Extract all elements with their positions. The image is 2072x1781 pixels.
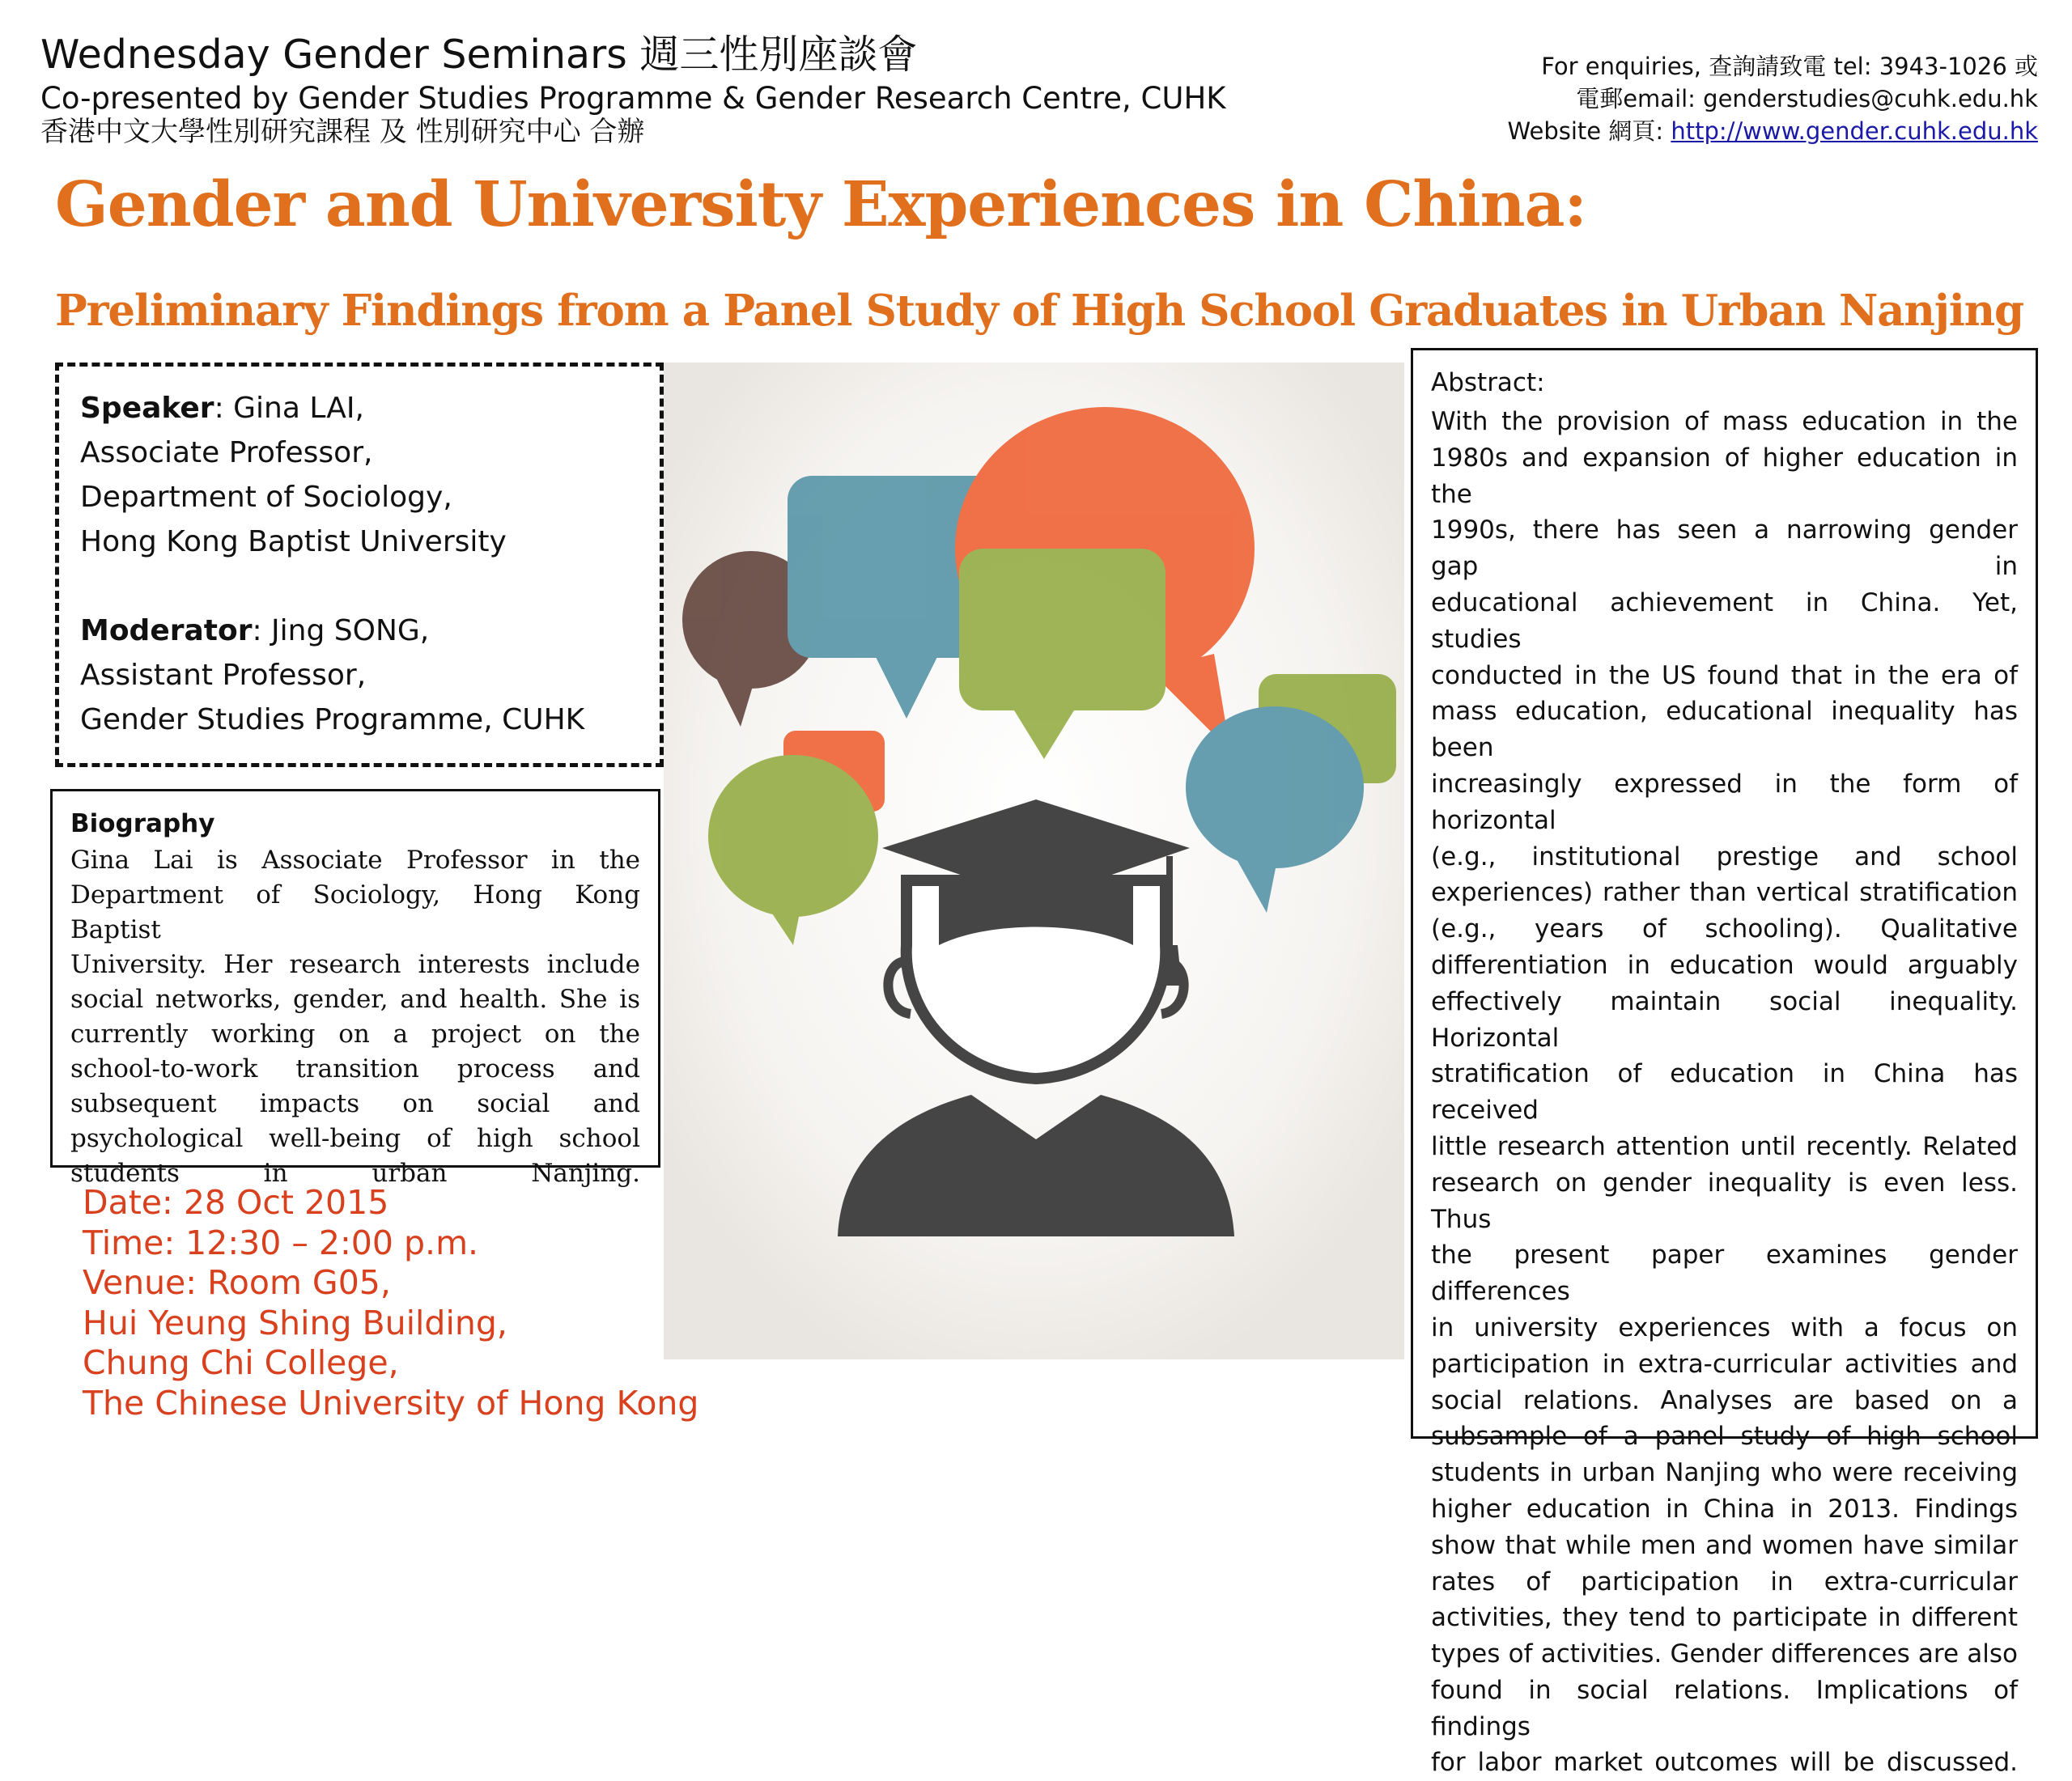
abstract-line: in university experiences with a focus on xyxy=(1431,1312,2018,1342)
abstract-line: effectively maintain social inequality. Horizontal xyxy=(1431,986,2018,1053)
abstract-text xyxy=(1431,404,2018,1781)
biography-line: subsequent impacts on social and xyxy=(70,1089,640,1118)
abstract-line: educational achievement in China. Yet, studies xyxy=(1431,587,2018,654)
enquiry-email: 電郵email: genderstudies@cuhk.edu.hk xyxy=(1576,85,2038,112)
event-date: Date: 28 Oct 2015 xyxy=(83,1183,389,1222)
enquiry-phone: For enquiries, 查詢請致電 tel: 3943-1026 或 xyxy=(1541,53,2038,80)
event-info xyxy=(83,1183,698,1423)
moderator-label: Moderator xyxy=(80,614,253,647)
abstract-line: stratification of education in China has received xyxy=(1431,1059,2018,1126)
abstract-line: activities, they tend to participate in different xyxy=(1431,1603,2018,1633)
biography-line: currently working on a project on the xyxy=(70,1020,640,1049)
copresented-line: Co-presented by Gender Studies Programme & Gender Research Centre, CUHK xyxy=(40,81,1226,116)
moderator-detail: Assistant Professor, xyxy=(80,659,367,692)
abstract-box xyxy=(1411,348,2038,1778)
abstract-line: conducted in the US found that in the era of xyxy=(1431,660,2018,690)
copresented-line-zh: 香港中文大學性別研究課程 及 性別研究中心 合辦 xyxy=(40,116,645,148)
moderator-detail: Gender Studies Programme, CUHK xyxy=(80,703,585,736)
event-venue-college: Chung Chi College, xyxy=(83,1343,399,1382)
moderator-line xyxy=(80,609,639,653)
abstract-line: increasingly expressed in the form of horizontal xyxy=(1431,769,2018,835)
website-link[interactable]: http://www.gender.cuhk.edu.hk xyxy=(1671,117,2038,145)
speaker-detail: Associate Professor, xyxy=(80,436,373,469)
biography-line: students in urban Nanjing. xyxy=(70,1159,640,1188)
abstract-line: 1980s and expansion of higher education in the xyxy=(1431,443,2018,509)
event-venue-university: The Chinese University of Hong Kong xyxy=(83,1383,699,1423)
abstract-line: show that while men and women have similar xyxy=(1431,1530,2018,1560)
biography-heading: Biography xyxy=(70,809,215,838)
speaker-detail: Hong Kong Baptist University xyxy=(80,525,507,558)
page-subtitle: Preliminary Findings from a Panel Study of High School Graduates in Urban Nanjing xyxy=(55,286,2023,336)
abstract-line: With the provision of mass education in the xyxy=(1431,407,2018,436)
event-venue: Venue: Room G05, xyxy=(83,1263,391,1302)
enquiry-block xyxy=(1310,50,2038,147)
biography-line: University. Her research interests include xyxy=(70,950,640,979)
abstract-line: (e.g., institutional prestige and school xyxy=(1431,842,2018,871)
abstract-line: higher education in China in 2013. Findings xyxy=(1431,1494,2018,1524)
biography-line: school-to-work transition process and xyxy=(70,1054,640,1083)
abstract-line: participation in extra-curricular activities and xyxy=(1431,1349,2018,1379)
speaker-name: : Gina LAI, xyxy=(214,392,364,425)
event-time: Time: 12:30 – 2:00 p.m. xyxy=(83,1223,479,1262)
abstract-line: rates of participation in extra-curricular xyxy=(1431,1567,2018,1597)
page-title: Gender and University Experiences in China: xyxy=(55,168,1586,241)
abstract-line: little research attention until recently. Related xyxy=(1431,1131,2018,1161)
enquiry-website xyxy=(1310,115,2038,147)
speaker-line xyxy=(80,386,639,430)
biography-text xyxy=(70,843,640,1191)
biography-line: Gina Lai is Associate Professor in the xyxy=(70,846,640,875)
abstract-line: experiences) rather than vertical stratification xyxy=(1431,878,2018,908)
abstract-line: types of activities. Gender differences are also xyxy=(1431,1639,2018,1669)
speaker-box xyxy=(55,363,664,767)
abstract-line: social relations. Analyses are based on a xyxy=(1431,1385,2018,1415)
abstract-line: for labor market outcomes will be discussed. xyxy=(1431,1748,2018,1778)
abstract-line: mass education, educational inequality has been xyxy=(1431,697,2018,763)
abstract-line: (e.g., years of schooling). Qualitative xyxy=(1431,914,2018,944)
speaker-detail: Department of Sociology, xyxy=(80,481,452,514)
abstract-heading: Abstract: xyxy=(1431,368,1545,397)
biography-line: social networks, gender, and health. She is xyxy=(70,985,640,1014)
abstract-line: the present paper examines gender differences xyxy=(1431,1240,2018,1307)
abstract-line: 1990s, there has seen a narrowing gender gap in xyxy=(1431,515,2018,582)
website-label: Website 網頁: xyxy=(1507,117,1671,145)
abstract-line: research on gender inequality is even less. Thus xyxy=(1431,1168,2018,1234)
abstract-line: found in social relations. Implications of findings xyxy=(1431,1675,2018,1741)
abstract-line: subsample of a panel study of high school xyxy=(1431,1422,2018,1452)
biography-line: Department of Sociology, Hong Kong Baptist xyxy=(70,880,640,944)
speaker-label: Speaker xyxy=(80,392,214,425)
biography-line: psychological well-being of high school xyxy=(70,1124,640,1153)
biography-box xyxy=(50,789,660,1188)
event-venue-building: Hui Yeung Shing Building, xyxy=(83,1303,507,1342)
seminar-series-title: Wednesday Gender Seminars 週三性別座談會 xyxy=(40,32,918,78)
speech-bubbles-illustration xyxy=(664,363,1404,1359)
abstract-line: differentiation in education would arguably xyxy=(1431,950,2018,980)
moderator-name: : Jing SONG, xyxy=(252,614,430,647)
abstract-line: students in urban Nanjing who were receiving xyxy=(1431,1458,2018,1488)
